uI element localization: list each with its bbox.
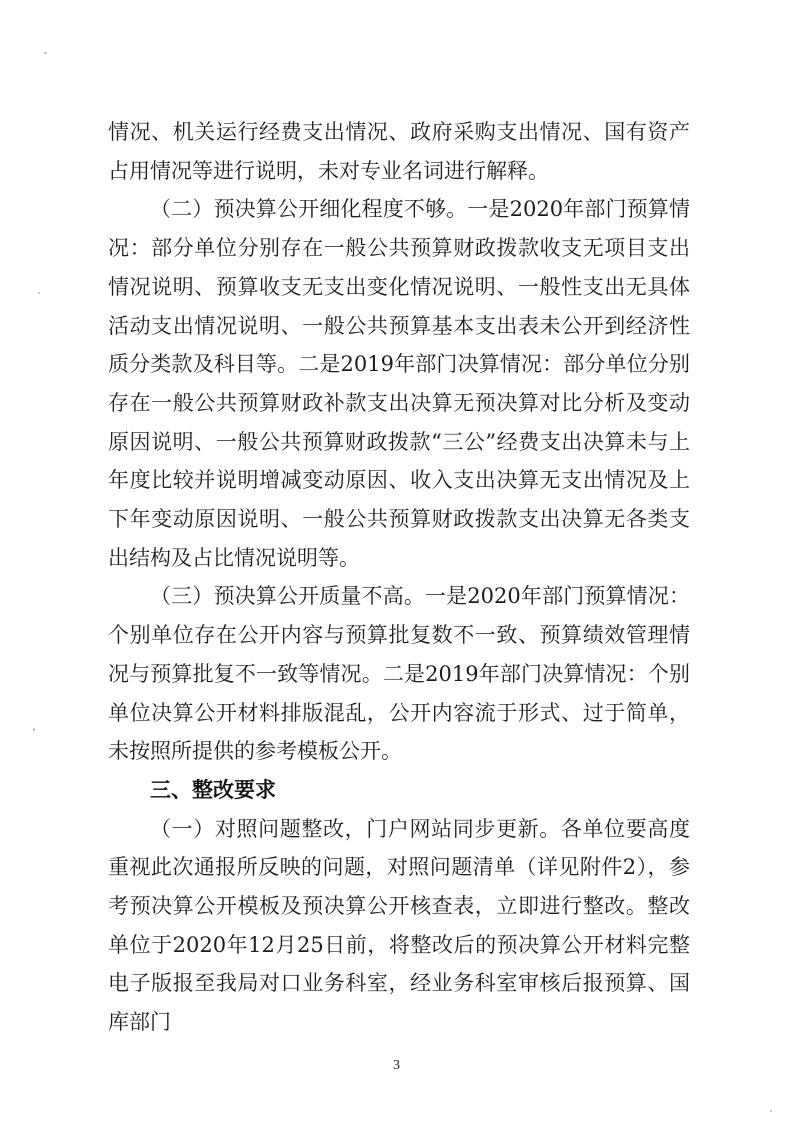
section-heading-rectification-requirements: 三、整改要求 [150,777,276,802]
paragraph-quality-low: （三）预决算公开质量不高。一是2020年部门预算情况：个别单位存在公开内容与预算批复数不一致、预算绩效管理情况与预算批复不一致等情况。二是2019年部门决算情况：个别单位决算公开材料排版混乱，公开内容流于形式、过于简单，未按照所提供的参考模板公开。 [108,584,690,764]
scan-speck [33,728,35,731]
paragraph-continuation: 情况、机关运行经费支出情况、政府采购支出情况、国有资产占用情况等进行说明，未对专业名词进行解释。 [108,120,690,183]
page-number: 3 [393,1058,400,1073]
scan-speck [44,52,47,54]
document-body [108,113,690,1042]
paragraph-detail-insufficient: （二）预决算公开细化程度不够。一是2020年部门预算情况：部分单位分别存在一般公共预算财政拨款收支无项目支出情况说明、预算收支无支出变化情况说明、一般性支出无具体活动支出情况说明、一般公共预算基本支出表未公开到经济性质分类款及科目等。二是2019年部门决算情况：部分单位分别存在一般公共预算财政补款支出决算无预决算对比分析及变动原因说明、一般公共预算财政拨款“三公”经费支出决算未与上年度比较并说明增减变动原因、收入支出决算无支出情况及上下年变动原因说明、一般公共预算财政拨款支出决算无各类支出结构及占比情况说明等。 [108,197,690,570]
scan-speck [38,292,40,294]
scan-speck [770,1110,772,1112]
paragraph-rectification-item-1: （一）对照问题整改，门户网站同步更新。各单位要高度重视此次通报所反映的问题，对照问题清单（详见附件2），参考预决算公开模板及预决算公开核查表，立即进行整改。整改单位于2020年12月25日前，将整改后的预决算公开材料完整电子版报至我局对口业务科室，经业务科室审核后报预算、国库部门 [108,816,690,1035]
